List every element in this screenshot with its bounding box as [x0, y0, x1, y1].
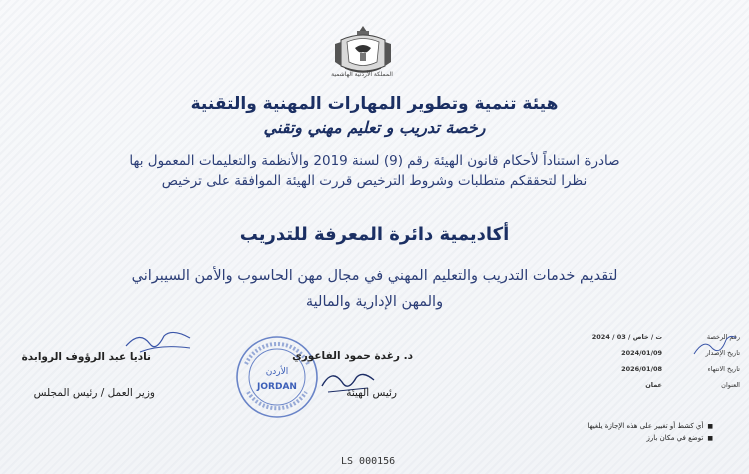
authority-seal-icon: [234, 334, 320, 420]
detail-value: عمان: [645, 381, 662, 389]
detail-value: 2026/01/08: [621, 365, 662, 373]
detail-label: العنوان: [721, 381, 740, 389]
detail-value: 2024/01/09: [621, 349, 662, 357]
minister-title: وزير العمل / رئيس المجلس: [33, 387, 155, 399]
seal-text: JORDAN: [257, 382, 297, 392]
institution-name: أكاديمية دائرة المعرفة للتدريب: [239, 224, 510, 245]
seal-arabic-text: الأردن: [265, 367, 289, 377]
license-notes: [587, 422, 713, 446]
authority-name: هيئة تنمية وتطوير المهارات المهنية والتقنية: [190, 94, 559, 114]
note-item: ■ توضع في مكان بارز: [587, 434, 713, 442]
detail-label: تاريخ الإصدار: [705, 349, 740, 357]
detail-label: تاريخ الانتهاء: [707, 365, 740, 373]
purpose-line-2: والمهن الإدارية والمالية: [305, 294, 444, 310]
note-item: ■ أي كشط أو تغيير على هذه الإجازة يلغيها: [587, 422, 713, 430]
details-signature-mark: [690, 330, 740, 360]
president-title: رئيس الهيئة: [346, 387, 397, 399]
serial-number: LS 000156: [341, 456, 396, 467]
preamble-line-1: صادرة استناداً لأحكام قانون الهيئة رقم (9) لسنة 2019 والأنظمة والتعليمات المعمول بها: [129, 153, 620, 169]
minister-name: ناديا عبد الرؤوف الروابدة: [21, 351, 151, 363]
detail-label: رقم الرخصة: [706, 333, 740, 341]
detail-value: ت / خاص / 03 / 2024: [591, 333, 662, 341]
detail-row: [560, 365, 740, 377]
license-type: رخصة تدريب و تعليم مهني وتقني: [263, 118, 486, 137]
president-name: د. رغدة حمود الفاعوري: [292, 350, 413, 362]
detail-row: [560, 381, 740, 393]
emblem-caption: المملكة الأردنية الهاشمية: [331, 71, 393, 78]
purpose-line-1: لتقديم خدمات التدريب والتعليم المهني في مجال مهن الحاسوب والأمن السيبراني: [131, 268, 618, 284]
preamble-line-2: نظرا لتحققكم متطلبات وشروط الترخيص قررت الهيئة الموافقة على ترخيص: [161, 173, 588, 189]
